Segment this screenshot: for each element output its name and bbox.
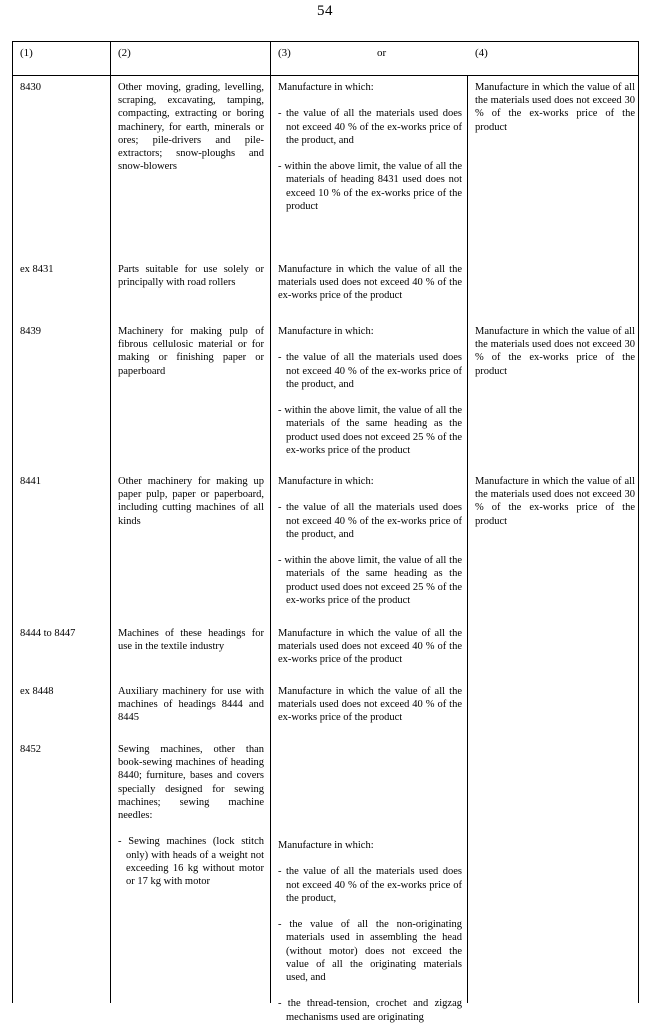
cell-description: Auxiliary machinery for use with machines of headings 8444 and 8445 bbox=[118, 686, 264, 724]
table-row bbox=[12, 627, 639, 685]
cell-description: Other moving, grading, levelling, scraping, excavating, tamping, compacting, extracting or boring machinery, for earth, minerals or ores; pile-drivers and pile-extractors; snow-ploughs and snow-blowers bbox=[118, 82, 264, 173]
rule-bullet: - the value of all the materials used does not exceed 40 % of the ex-works price of the product, and bbox=[278, 502, 462, 540]
cell-rule-col4: Manufacture in which the value of all the materials used does not exceed 30 % of the ex-works price of the product bbox=[475, 326, 635, 377]
rule-bullet: - the value of all the materials used does not exceed 40 % of the ex-works price of the product, and bbox=[278, 352, 462, 390]
cell-rule-col3: Manufacture in which the value of all the materials used does not exceed 40 % of the ex-works price of the product bbox=[278, 686, 462, 724]
rule-bullet: - the thread-tension, crochet and zigzag mechanisms used are originating bbox=[278, 998, 462, 1023]
rule-bullet: - within the above limit, the value of all the materials of the same heading as the product used does not exceed 25 % of the ex-works price of the product bbox=[278, 405, 462, 456]
description-subitem: - Sewing machines (lock stitch only) with heads of a weight not exceeding 16 kg without motor or 17 kg with motor bbox=[118, 836, 264, 888]
rule-intro: Manufacture in which: bbox=[278, 82, 374, 93]
cell-description: Machines of these headings for use in the textile industry bbox=[118, 628, 264, 653]
rule-bullet: - the value of all the materials used does not exceed 40 % of the ex-works price of the product, bbox=[278, 866, 462, 904]
page-number: 54 bbox=[317, 3, 333, 19]
description-text: Sewing machines, other than book-sewing machines of heading 8440; furniture, bases and covers specially designed for sewing machines; sewing machine needles: bbox=[118, 744, 264, 822]
cell-rule-col3 bbox=[278, 475, 462, 607]
cell-description: Other machinery for making up paper pulp, paper or paperboard, including cutting machines of all kinds bbox=[118, 476, 264, 527]
cell-description: Machinery for making pulp of fibrous cellulosic material or for making or finishing paper or paperboard bbox=[118, 326, 264, 377]
rule-intro: Manufacture in which: bbox=[278, 326, 374, 337]
cell-hs-code: ex 8431 bbox=[20, 264, 54, 275]
table-row bbox=[12, 81, 639, 257]
table-body bbox=[12, 75, 639, 1023]
cell-hs-code: 8444 to 8447 bbox=[20, 628, 76, 639]
rules-of-origin-table bbox=[12, 41, 639, 1023]
cell-hs-code: 8452 bbox=[20, 744, 41, 755]
cell-rule-col3: Manufacture in which the value of all the materials used does not exceed 40 % of the ex-works price of the product bbox=[278, 628, 462, 666]
cell-rule-col4: Manufacture in which the value of all the materials used does not exceed 30 % of the ex-works price of the product bbox=[475, 82, 635, 133]
rule-intro: Manufacture in which: bbox=[278, 840, 374, 851]
cell-rule-col4: Manufacture in which the value of all the materials used does not exceed 30 % of the ex-works price of the product bbox=[475, 476, 635, 527]
rule-bullet: - the value of all the non-originating materials used in assembling the head (without motor) does not exceed the value of all the originating materials used, and bbox=[278, 919, 462, 983]
cell-rule-col3: Manufacture in which the value of all the materials used does not exceed 40 % of the ex-works price of the product bbox=[278, 264, 462, 302]
cell-rule-col3 bbox=[278, 839, 462, 1024]
cell-rule-col3 bbox=[278, 325, 462, 457]
column-header-4: (4) bbox=[475, 47, 488, 59]
cell-rule-col3 bbox=[278, 81, 462, 213]
cell-description: Parts suitable for use solely or principally with road rollers bbox=[118, 264, 264, 289]
column-header-2: (2) bbox=[118, 47, 131, 59]
table-row bbox=[12, 325, 639, 473]
table-row bbox=[12, 263, 639, 323]
cell-hs-code: 8441 bbox=[20, 476, 41, 487]
table-row bbox=[12, 475, 639, 625]
table-row bbox=[12, 685, 639, 743]
table-row bbox=[12, 743, 639, 1023]
rule-bullet: - the value of all the materials used does not exceed 40 % of the ex-works price of the product, and bbox=[278, 108, 462, 146]
column-header-or: or bbox=[377, 47, 387, 59]
table-header-row bbox=[12, 41, 639, 75]
rule-bullet: - within the above limit, the value of all the materials of heading 8431 used does not exceed 10 % of the ex-works price of the product bbox=[278, 161, 462, 212]
rule-intro: Manufacture in which: bbox=[278, 476, 374, 487]
column-header-3: (3) bbox=[278, 47, 291, 59]
cell-hs-code: ex 8448 bbox=[20, 686, 54, 697]
cell-hs-code: 8430 bbox=[20, 82, 41, 93]
rule-bullet: - within the above limit, the value of all the materials of the same heading as the product used does not exceed 25 % of the ex-works price of the product bbox=[278, 555, 462, 606]
cell-description bbox=[118, 743, 264, 888]
column-header-1: (1) bbox=[20, 47, 33, 59]
cell-hs-code: 8439 bbox=[20, 326, 41, 337]
